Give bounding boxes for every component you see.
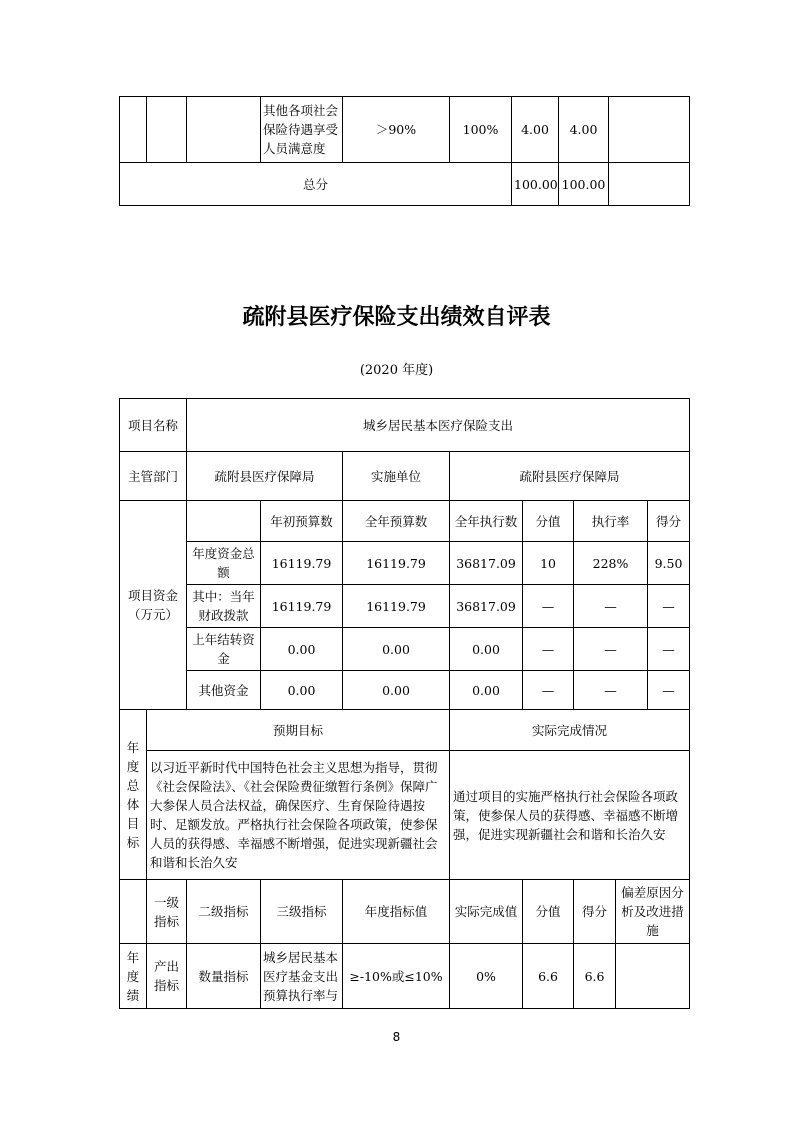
funds-row-label: 年度资金总额	[187, 542, 261, 585]
top-continuation-table	[119, 96, 690, 206]
funds-score: 9.50	[648, 542, 690, 585]
actual-cell: 0%	[450, 944, 523, 1009]
funds-rate: —	[574, 671, 648, 710]
weight-cell: 4.00	[512, 97, 559, 163]
actual-cell: 100%	[450, 97, 512, 163]
funds-weight: —	[523, 628, 574, 671]
expected-goal-text: 以习近平新时代中国特色社会主义思想为指导，贯彻《社会保险法》、《社会保险费征缴暂行条例》保障广大参保人员合法权益，确保医疗、生育保险待遇按时、足额发放。严格执行社会保险各项政策，使参保人员的获得感、幸福感不断增强，促进实现新疆社会和谐和长治久安	[147, 751, 450, 880]
header-target: 年度指标值	[343, 880, 450, 944]
funds-initial: 0.00	[261, 671, 343, 710]
header-weight: 分值	[523, 880, 574, 944]
dept-value: 疏附县医疗保障局	[187, 452, 343, 501]
total-row	[120, 163, 690, 206]
project-name-row	[120, 399, 690, 452]
header-actual: 实际完成值	[450, 880, 523, 944]
funds-weight: —	[523, 671, 574, 710]
funds-row	[120, 671, 690, 710]
funds-executed: 0.00	[450, 671, 523, 710]
funds-annual: 16119.79	[343, 542, 450, 585]
empty-cell	[120, 880, 147, 944]
funds-row-label: 上年结转资金	[187, 628, 261, 671]
header-level3: 三级指标	[261, 880, 343, 944]
page-title: 疏附县医疗保险支出绩效自评表	[242, 305, 551, 330]
funds-score: —	[648, 628, 690, 671]
level3-cell: 城乡居民基本医疗基金支出预算执行率与	[261, 944, 343, 1009]
remark-cell	[609, 97, 690, 163]
funds-initial: 0.00	[261, 628, 343, 671]
funds-rate: —	[574, 628, 648, 671]
total-label: 总分	[120, 163, 512, 206]
header-level2: 二级指标	[187, 880, 261, 944]
impl-label: 实施单位	[343, 452, 450, 501]
actual-header: 实际完成情况	[450, 710, 690, 751]
score-cell: 4.00	[559, 97, 609, 163]
funds-weight: —	[523, 585, 574, 628]
goals-header-row	[120, 710, 690, 751]
funds-score: —	[648, 671, 690, 710]
goals-label: 年度总体目标	[120, 710, 147, 880]
funds-annual: 0.00	[343, 628, 450, 671]
actual-result-text: 通过项目的实施严格执行社会保险各项政策，使参保人员的获得感、幸福感不断增强，促进实现新疆社会和谐和长治久安	[450, 751, 690, 880]
funds-rate: 228%	[574, 542, 648, 585]
table-row	[120, 97, 690, 163]
funds-executed: 36817.09	[450, 542, 523, 585]
funds-header-weight: 分值	[523, 501, 574, 542]
funds-label: 项目资金（万元）	[120, 501, 187, 710]
target-cell: ≥-10%或≤10%	[343, 944, 450, 1009]
empty-cell	[147, 97, 187, 163]
project-name-value: 城乡居民基本医疗保险支出	[187, 399, 690, 452]
funds-row-label: 其他资金	[187, 671, 261, 710]
funds-header-score: 得分	[648, 501, 690, 542]
empty-cell	[609, 163, 690, 206]
empty-cell	[187, 97, 261, 163]
funds-header-rate: 执行率	[574, 501, 648, 542]
target-cell: ＞90%	[343, 97, 450, 163]
department-row	[120, 452, 690, 501]
indicator-header-row	[120, 880, 690, 944]
funds-initial: 16119.79	[261, 542, 343, 585]
funds-executed: 0.00	[450, 628, 523, 671]
funds-header-annual: 全年预算数	[343, 501, 450, 542]
funds-row-label: 其中：当年财政拨款	[187, 585, 261, 628]
weight-cell: 6.6	[523, 944, 574, 1009]
level1-cell: 产出指标	[147, 944, 187, 1009]
empty-cell	[187, 501, 261, 542]
funds-initial: 16119.79	[261, 585, 343, 628]
project-name-label: 项目名称	[120, 399, 187, 452]
funds-header-initial: 年初预算数	[261, 501, 343, 542]
score-cell: 6.6	[574, 944, 616, 1009]
funds-row	[120, 585, 690, 628]
header-remark: 偏差原因分析及改进措施	[616, 880, 690, 944]
header-level1: 一级指标	[147, 880, 187, 944]
indicator-cell: 其他各项社会保险待遇享受人员满意度	[261, 97, 343, 163]
dept-label: 主管部门	[120, 452, 187, 501]
page-number: 8	[392, 1030, 401, 1044]
funds-rate: —	[574, 585, 648, 628]
funds-row	[120, 628, 690, 671]
funds-executed: 36817.09	[450, 585, 523, 628]
indicator-row	[120, 944, 690, 1009]
funds-header-row	[120, 501, 690, 542]
funds-weight: 10	[523, 542, 574, 585]
funds-annual: 16119.79	[343, 585, 450, 628]
funds-header-executed: 全年执行数	[450, 501, 523, 542]
total-score: 100.00	[559, 163, 609, 206]
side-label: 年度绩	[120, 944, 147, 1009]
year-subtitle: (2020 年度)	[359, 363, 434, 378]
impl-value: 疏附县医疗保障局	[450, 452, 690, 501]
funds-row	[120, 542, 690, 585]
level2-cell: 数量指标	[187, 944, 261, 1009]
header-score: 得分	[574, 880, 616, 944]
funds-annual: 0.00	[343, 671, 450, 710]
funds-score: —	[648, 585, 690, 628]
expected-header: 预期目标	[147, 710, 450, 751]
empty-cell	[120, 97, 147, 163]
total-weight: 100.00	[512, 163, 559, 206]
goals-row	[120, 751, 690, 880]
self-evaluation-table	[119, 398, 690, 1009]
remark-cell	[616, 944, 690, 1009]
